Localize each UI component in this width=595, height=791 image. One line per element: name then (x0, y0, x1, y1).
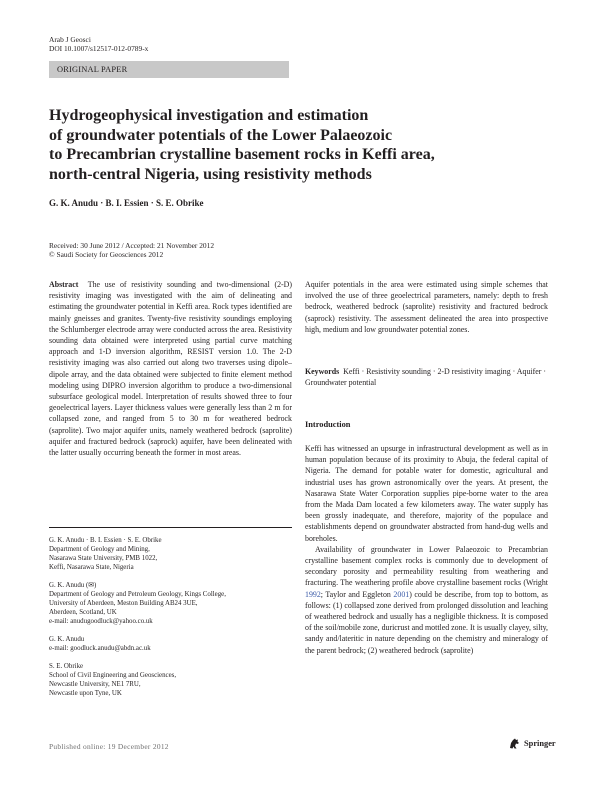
affiliations (49, 536, 292, 707)
affiliation-line: Keffi, Nasarawa State, Nigeria (49, 564, 134, 571)
published-online-date: Published online: 19 December 2012 (49, 742, 169, 751)
keywords-section (305, 366, 548, 388)
affiliation-email[interactable]: e-mail: goodluck.anudu@abdn.ac.uk (49, 645, 151, 652)
abstract-continued (305, 279, 548, 335)
affiliation-block (49, 662, 292, 698)
affiliation-line: School of Civil Engineering and Geosciences, (49, 672, 177, 679)
springer-horse-icon (508, 737, 521, 750)
citation-link[interactable]: 1992 (305, 589, 321, 599)
journal-name: Arab J Geosci (49, 35, 91, 44)
affiliation-line: Newcastle University, NE1 7RU, (49, 681, 141, 688)
copyright-notice: © Saudi Society for Geosciences 2012 (49, 250, 164, 259)
intro-paragraph: Availability of groundwater in Lower Palaeozoic to Precambrian crystalline basement complex rocks is commonly due to development of secondary porosity and permeability resulting from weathering and fracturing. The weathering profile above crystalline basement rocks (Wright 1992; Taylor and Eggleton 2001) could be describe, from top to bottom, as follows: (1) collapsed zone derived from prolonged dissolution and leaching of weathered bedrock and usually has a negligible thickness. It is composed of the soil/mobile zone, duricrust and mottled zone. It is usually clayey, silty, sandy and/lateritic in nature depending on the chemistry and mineralogy of the parent bedrock; (2) weathered bedrock (saprolite) (305, 544, 548, 655)
abstract-label: Abstract (49, 280, 79, 289)
affiliation-line: Department of Geology and Petroleum Geology, Kings College, (49, 591, 226, 598)
affiliation-line: Nasarawa State University, PMB 1022, (49, 555, 158, 562)
publisher-logo (508, 737, 556, 750)
affiliation-email[interactable]: e-mail: anudugoodluck@yahoo.co.uk (49, 618, 153, 625)
affiliation-line: G. K. Anudu (✉) (49, 582, 97, 589)
affiliation-line: University of Aberdeen, Meston Building AB24 3UE, (49, 600, 198, 607)
author-list: G. K. Anudu · B. I. Essien · S. E. Obrike (49, 198, 204, 208)
abstract-section (49, 279, 292, 458)
affiliation-line: G. K. Anudu · B. I. Essien · S. E. Obrike (49, 537, 162, 544)
citation-link[interactable]: 2001 (393, 589, 410, 599)
article-type-label: ORIGINAL PAPER (57, 65, 128, 74)
footnote-divider (49, 527, 292, 528)
title-line: of groundwater potentials of the Lower Palaeozoic (49, 126, 393, 144)
affiliation-block (49, 581, 292, 626)
abstract-continued-text: Aquifer potentials in the area were estimated using simple schemes that involved the use of three geoelectrical parameters, namely: depth to fresh bedrock, weathered bedrock (saprolite) resistivity and fractured bedrock (saprock) resistivity. The assessment delineated the area into prospective high, medium and low groundwater potential zones. (305, 280, 548, 334)
affiliation-line: Newcastle upon Tyne, UK (49, 690, 122, 697)
section-heading-introduction: Introduction (305, 420, 351, 429)
affiliation-line: Aberdeen, Scotland, UK (49, 609, 117, 616)
affiliation-block (49, 635, 292, 653)
doi[interactable]: DOI 10.1007/s12517-012-0789-x (49, 44, 149, 53)
keywords-label: Keywords (305, 367, 340, 376)
affiliation-line: S. E. Obrike (49, 663, 84, 670)
affiliation-line: Department of Geology and Mining, (49, 546, 150, 553)
title-line: Hydrogeophysical investigation and estimation (49, 107, 369, 124)
publisher-name: Springer (524, 739, 556, 748)
article-type-banner (49, 61, 289, 78)
abstract-text: The use of resistivity sounding and two-dimensional (2-D) resistivity imaging was investigated with the aim of delineating and estimating the groundwater potential in Keffi area. Rock types identified are mainly gneisses and granites. Twenty-five resistivity soundings employing the Schlumberger electrode array were conducted across the area. Resistivity sounding data obtained were interpreted using partial curve matching approach and 1-D inversion algorithm, RESIST version 1.0. The 2-D resistivity imaging was also carried out along two traverses using dipole–dipole array, and the data obtained were subjected to finite element method modeling using DIPRO inversion algorithm to produce a two-dimensional subsurface geological model. Interpretation of results showed three to four geoelectrical layers. Layer thickness values were generally less than 2 m for collapsed zone, and ranged from 5 to 30 m for weathered bedrock (saprolite). Two major aquifer units, namely weathered bedrock (saprolite) aquifer and fractured bedrock (saprock) aquifer, have been delineated with the latter usually occurring beneath the former in most areas. (49, 280, 292, 458)
affiliation-line: G. K. Anudu (49, 636, 85, 643)
received-accepted-dates: Received: 30 June 2012 / Accepted: 21 November 2012 (49, 241, 215, 250)
introduction-body (305, 443, 548, 656)
intro-paragraph: Keffi has witnessed an upsurge in infrastructural development as well as in human population because of its proximity to Abuja, the federal capital of Nigeria. The demand for potable water for domestic, agricultural and industrial uses has grown astronomically over the years. At present, the Nasarawa State Water Corporation supplies pipe-borne water to the area from the Mada Dam located a few kilometers away. The water supply has been grossly inadequate, and therefore, majority of the populace and establishments depend on groundwater abstracted from hand-dug wells and boreholes. (305, 444, 548, 543)
title-line: to Precambrian crystalline basement rocks in Keffi area, (49, 146, 435, 163)
article-title (49, 106, 549, 184)
title-line: north-central Nigeria, using resistivity methods (49, 165, 372, 183)
keywords-text: Keffi · Resistivity sounding · 2-D resistivity imaging · Aquifer · Groundwater potential (305, 367, 546, 388)
affiliation-block (49, 536, 292, 572)
